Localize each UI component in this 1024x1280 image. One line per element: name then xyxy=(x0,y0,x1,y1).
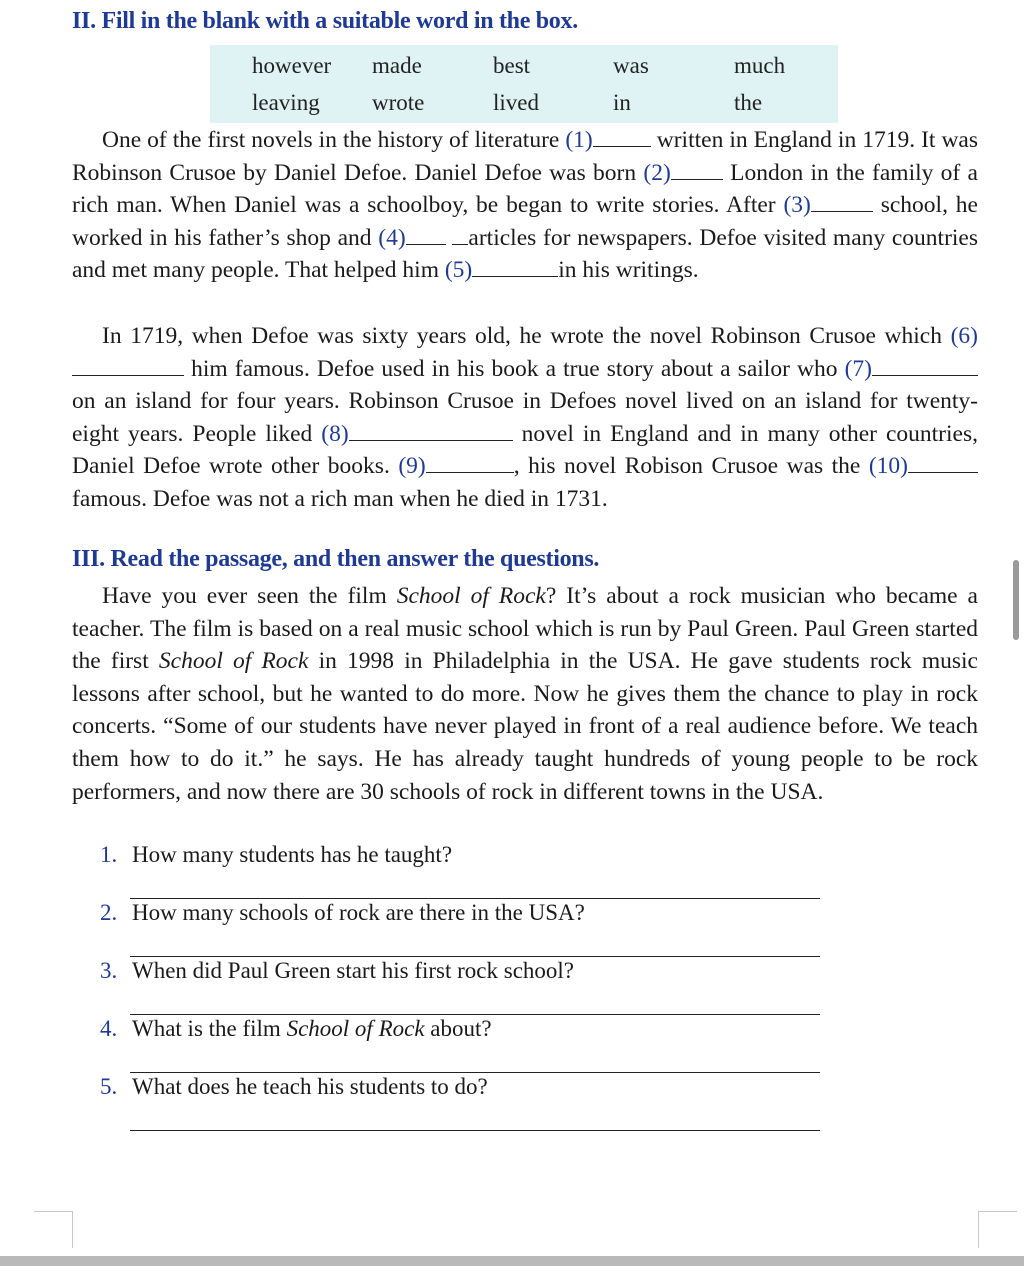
word-box xyxy=(210,45,838,123)
question-text: How many schools of rock are there in the USA? xyxy=(132,900,585,925)
reading-passage: Have you ever seen the film School of Rock? It’s about a rock musician who became a teacher. The film is based on a real music school which is run by Paul Green. Paul Green started the first School of Rock in 1998 in Philadelphia in the USA. He gave students rock music lessons after school, but he wanted to do more. Now he gives them the chance to play in rock concerts. “Some of our students have never played in front of a real audience before. We teach them how to do it.” he says. He has already taught hundreds of young people to be rock performers, and now there are 30 schools of rock in different towns in the USA. xyxy=(72,583,978,805)
question-number: 1. xyxy=(100,842,118,867)
question-number: 4. xyxy=(100,1016,118,1041)
question-text: What does he teach his students to do? xyxy=(132,1074,488,1099)
page-corner-mark-right xyxy=(978,1211,1017,1248)
blank-number: (6) xyxy=(950,323,978,349)
question-text: What is the film School of Rock about? xyxy=(132,1016,492,1041)
question-item xyxy=(100,900,840,958)
blank-number: (5) xyxy=(444,257,473,284)
answer-blank-3 xyxy=(811,193,873,212)
word-box-word: made xyxy=(372,53,422,78)
answer-blank-1 xyxy=(593,128,651,147)
scrollbar-thumb[interactable] xyxy=(1013,560,1019,640)
page-corner-mark-left xyxy=(34,1211,73,1248)
answer-blank-4 xyxy=(406,226,446,245)
fill-blank-paragraph-2: In 1719, when Defoe was sixty years old, he wrote the novel Robinson Crusoe which (6) him famous. Defoe used in his book a true story about a sailor who (7) on an island for four years. Robinson Crusoe in Defoes novel lived on an island for twenty-eight years. People liked (8) novel in England and in many other countries, Daniel Defoe wrote other books. (9) , his novel Robison Crusoe was the (10) famous. Defoe was not a rich man when he died in 1731. xyxy=(72,323,978,512)
section-3-heading: III. Read the passage, and then answer the questions. xyxy=(72,546,600,572)
answer-line[interactable] xyxy=(130,898,820,899)
question-number: 2. xyxy=(100,900,118,925)
answer-blank-7 xyxy=(872,357,978,376)
answer-blank-10 xyxy=(908,454,978,473)
answer-blank-8 xyxy=(349,422,513,441)
word-box-word: lived xyxy=(493,90,539,115)
blank-number: (4) xyxy=(378,224,406,251)
question-item xyxy=(100,958,840,1016)
answer-blank-5 xyxy=(472,258,558,277)
blank-number: (8) xyxy=(321,420,349,447)
blank-number: (9) xyxy=(398,453,426,480)
blank-number: (7) xyxy=(844,355,872,382)
question-item xyxy=(100,842,840,900)
blank-number: (1) xyxy=(565,127,593,153)
question-item xyxy=(100,1074,840,1132)
question-item xyxy=(100,1016,840,1074)
answer-line[interactable] xyxy=(130,1130,820,1131)
blank-number: (10) xyxy=(868,453,908,480)
film-title: School of Rock xyxy=(396,583,546,609)
question-list xyxy=(100,842,840,1132)
word-box-word: much xyxy=(734,53,786,78)
word-box-word: leaving xyxy=(252,90,320,115)
word-box-word: in xyxy=(613,90,631,115)
question-number: 5. xyxy=(100,1074,118,1099)
section-2-heading: II. Fill in the blank with a suitable word in the box. xyxy=(72,8,578,34)
question-text: How many students has he taught? xyxy=(132,842,453,867)
film-title: School of Rock xyxy=(158,648,309,675)
blank-number: (2) xyxy=(643,159,671,186)
word-box-word: best xyxy=(493,53,531,78)
answer-line[interactable] xyxy=(130,956,820,957)
word-box-word: wrote xyxy=(372,90,425,115)
blank-number: (3) xyxy=(783,192,811,219)
answer-line[interactable] xyxy=(130,1072,820,1073)
answer-line[interactable] xyxy=(130,1014,820,1015)
word-box-word: was xyxy=(613,53,649,78)
word-box-word: however xyxy=(252,53,332,78)
answer-blank-4-continued xyxy=(452,226,468,245)
word-box-word: the xyxy=(734,90,763,115)
fill-blank-paragraph-1: One of the first novels in the history of literature (1) written in England in 1719. It was Robinson Crusoe by Daniel Defoe. Daniel Defoe was born (2) London in the family of a rich man. When Daniel was a schoolboy, be began to write stories. After (3) school, he worked in his father’s shop and (4) articles for newspapers. Defoe visited many countries and met many people. That helped him (5) in his writings. xyxy=(72,127,979,284)
answer-blank-6 xyxy=(72,357,184,376)
answer-blank-9 xyxy=(426,454,514,473)
page-separator-bar xyxy=(0,1256,1024,1266)
question-text: When did Paul Green start his first rock school? xyxy=(132,958,574,983)
film-title: School of Rock xyxy=(286,1016,425,1041)
answer-blank-2 xyxy=(671,161,723,180)
question-number: 3. xyxy=(100,958,118,983)
